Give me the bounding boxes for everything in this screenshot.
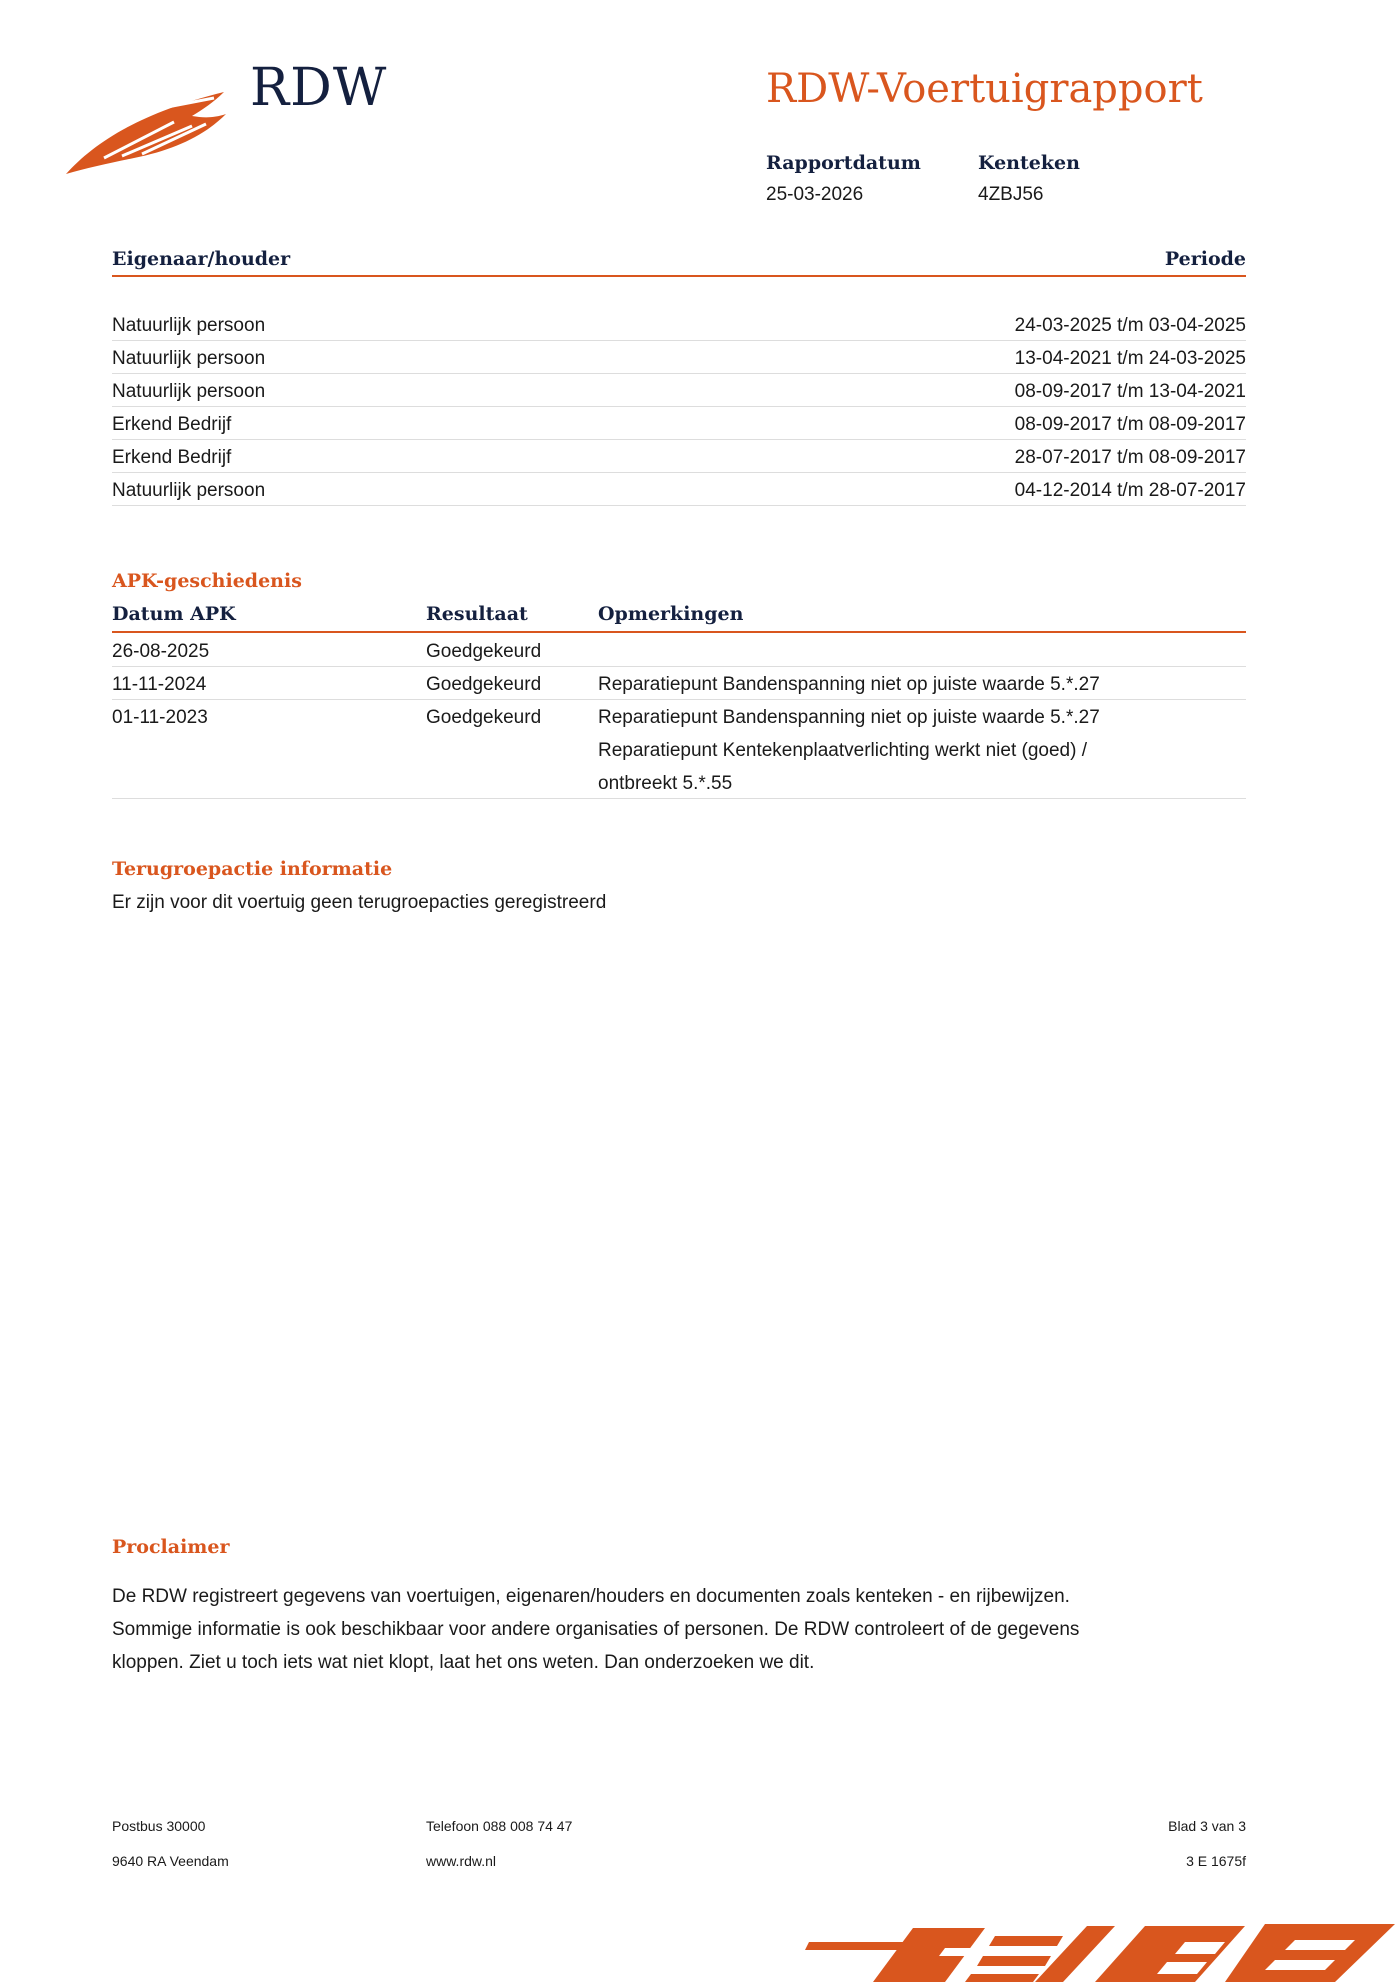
owner-period: 08-09-2017 t/m 08-09-2017 bbox=[1014, 414, 1246, 435]
rdw-feather-logo-icon bbox=[64, 88, 234, 180]
apk-remark: ontbreekt 5.*.55 bbox=[598, 773, 733, 794]
report-date-label: Rapportdatum bbox=[766, 152, 921, 174]
owner-row bbox=[112, 307, 1246, 341]
report-date-value: 25-03-2026 bbox=[766, 184, 864, 205]
owner-type: Erkend Bedrijf bbox=[112, 447, 232, 468]
owner-row bbox=[112, 439, 1246, 473]
apk-date-column-header: Datum APK bbox=[112, 603, 236, 625]
apk-remark: Reparatiepunt Kentekenplaatverlichting werkt niet (goed) / bbox=[598, 740, 1088, 761]
proclaimer-line: De RDW registreert gegevens van voertuigen, eigenaren/houders en documenten zoals kenteken - en rijbewijzen. bbox=[112, 1586, 1070, 1607]
owner-column-header: Eigenaar/houder bbox=[112, 248, 291, 270]
apk-row bbox=[112, 699, 1246, 799]
apk-result-column-header: Resultaat bbox=[426, 603, 528, 625]
apk-date: 26-08-2025 bbox=[112, 641, 210, 662]
owner-type: Erkend Bedrijf bbox=[112, 414, 232, 435]
plate-label: Kenteken bbox=[978, 152, 1080, 174]
apk-date: 01-11-2023 bbox=[112, 707, 208, 728]
owner-type: Natuurlijk persoon bbox=[112, 480, 266, 501]
footer-website-link[interactable]: www.rdw.nl bbox=[426, 1853, 497, 1869]
logo-text: RDW bbox=[250, 58, 388, 118]
apk-result: Goedgekeurd bbox=[426, 674, 542, 695]
proclaimer-line: Sommige informatie is ook beschikbaar voor andere organisaties of personen. De RDW controleert of de gegevens bbox=[112, 1619, 1080, 1640]
owner-period: 28-07-2017 t/m 08-09-2017 bbox=[1014, 447, 1246, 468]
apk-remarks-column-header: Opmerkingen bbox=[598, 603, 744, 625]
owner-type: Natuurlijk persoon bbox=[112, 315, 266, 336]
owner-period: 24-03-2025 t/m 03-04-2025 bbox=[1014, 315, 1246, 336]
owner-type: Natuurlijk persoon bbox=[112, 381, 266, 402]
apk-remark: Reparatiepunt Bandenspanning niet op juiste waarde 5.*.27 bbox=[598, 707, 1100, 728]
apk-section-title: APK-geschiedenis bbox=[112, 570, 302, 592]
footer-city: 9640 RA Veendam bbox=[112, 1853, 229, 1869]
owner-period: 13-04-2021 t/m 24-03-2025 bbox=[1014, 348, 1246, 369]
owner-period: 04-12-2014 t/m 28-07-2017 bbox=[1014, 480, 1246, 501]
owner-period: 08-09-2017 t/m 13-04-2021 bbox=[1014, 381, 1246, 402]
owners-header-rule bbox=[112, 275, 1246, 277]
apk-result: Goedgekeurd bbox=[426, 707, 542, 728]
proclaimer-title: Proclaimer bbox=[112, 1536, 230, 1558]
report-title: RDW-Voertuigrapport bbox=[766, 66, 1203, 112]
owner-row bbox=[112, 472, 1246, 506]
apk-row bbox=[112, 666, 1246, 700]
footer-phone: Telefoon 088 008 74 47 bbox=[426, 1818, 573, 1834]
apk-remark: Reparatiepunt Bandenspanning niet op juiste waarde 5.*.27 bbox=[598, 674, 1100, 695]
apk-row bbox=[112, 633, 1246, 667]
recall-text: Er zijn voor dit voertuig geen terugroepacties geregistreerd bbox=[112, 892, 607, 913]
owner-type: Natuurlijk persoon bbox=[112, 348, 266, 369]
period-column-header: Periode bbox=[1164, 248, 1246, 270]
owner-row bbox=[112, 340, 1246, 374]
plate-value: 4ZBJ56 bbox=[978, 184, 1044, 205]
apk-result: Goedgekeurd bbox=[426, 641, 542, 662]
rdw-stripes-icon bbox=[795, 1918, 1400, 1982]
owner-row bbox=[112, 406, 1246, 440]
proclaimer-line: kloppen. Ziet u toch iets wat niet klopt, laat het ons weten. Dan onderzoeken we dit. bbox=[112, 1652, 815, 1673]
footer-document-code: 3 E 1675f bbox=[1186, 1853, 1246, 1869]
apk-date: 11-11-2024 bbox=[112, 674, 207, 695]
footer-postbus: Postbus 30000 bbox=[112, 1818, 206, 1834]
footer-page-number: Blad 3 van 3 bbox=[1168, 1818, 1246, 1834]
recall-section-title: Terugroepactie informatie bbox=[112, 858, 393, 880]
owner-row bbox=[112, 373, 1246, 407]
